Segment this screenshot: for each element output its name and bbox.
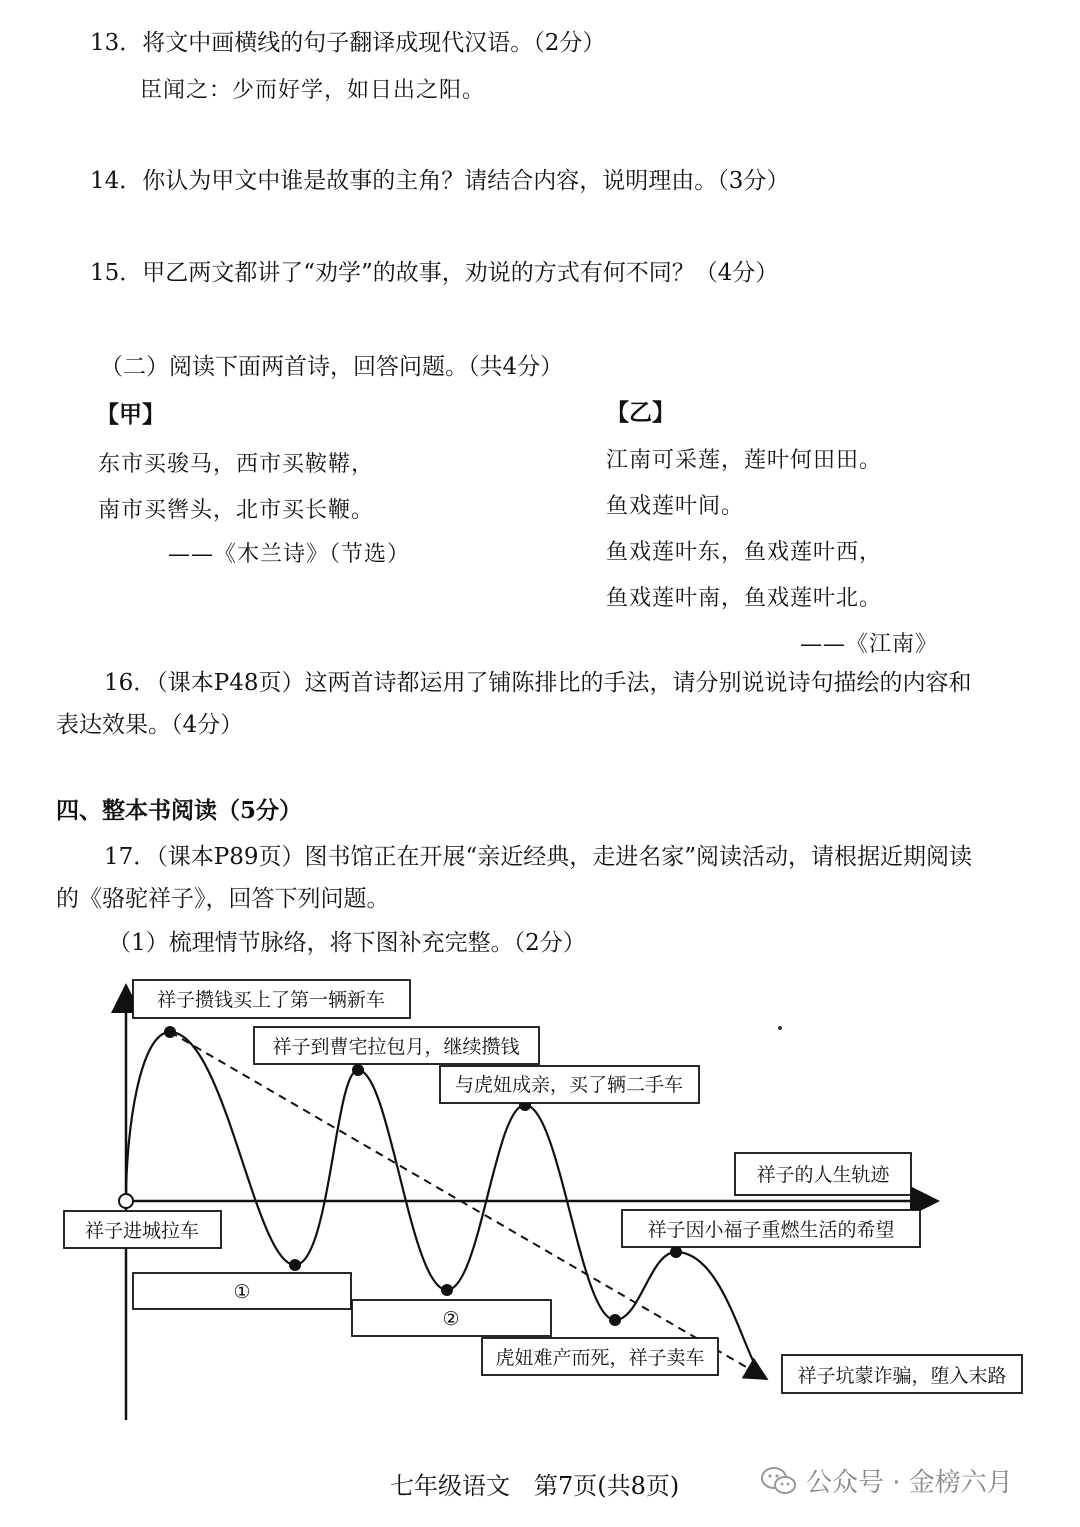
box-end: [782, 1355, 1022, 1393]
poem-yi-line-4: 鱼戏莲叶南，鱼戏莲叶北。: [606, 586, 883, 611]
svg-text:虎妞难产而死，祥子卖车: 虎妞难产而死，祥子卖车: [495, 1347, 705, 1369]
box-trough2-blank: [352, 1300, 551, 1336]
box-trough3: [482, 1338, 718, 1375]
svg-text:祥子进城拉车: 祥子进城拉车: [84, 1220, 200, 1242]
trough-dot-2: [441, 1284, 453, 1296]
poem-jia-source: ——《木兰诗》（节选）: [168, 542, 411, 567]
page-footer: 七年级语文 第7页(共8页): [390, 1472, 680, 1500]
q17-line-1: 17．（课本P89页）图书馆正在开展“亲近经典，走进名家”阅读活动，请根据近期阅读: [104, 844, 973, 870]
peak-dot-1: [164, 1026, 176, 1038]
q17-line-2: 的《骆驼祥子》，回答下列问题。: [56, 886, 390, 912]
q15-stem: 15．甲乙两文都讲了“劝学”的故事，劝说的方式有何不同？（4分）: [90, 260, 779, 286]
poem-section-title: （二）阅读下面两首诗，回答问题。（共4分）: [100, 354, 564, 380]
svg-text:祥子攒钱买上了第一辆新车: 祥子攒钱买上了第一辆新车: [156, 989, 386, 1011]
poem-jia-line-2: 南市买辔头，北市买长鞭。: [98, 498, 375, 523]
q13-stem: 13．将文中画横线的句子翻译成现代汉语。（2分）: [90, 30, 606, 56]
box-start: [64, 1211, 221, 1248]
q13-sentence: 臣闻之：少而好学，如日出之阳。: [140, 78, 486, 103]
axis-label-box: [735, 1153, 911, 1195]
plot-diagram: [0, 960, 1080, 1430]
watermark: [760, 1462, 1013, 1499]
svg-text:与虎妞成亲，买了辆二手车: 与虎妞成亲，买了辆二手车: [454, 1074, 684, 1096]
svg-text:祥子到曹宅拉包月，继续攒钱: 祥子到曹宅拉包月，继续攒钱: [272, 1036, 520, 1058]
poem-yi-source: ——《江南》: [800, 632, 939, 657]
section4-title: 四、整本书阅读（5分）: [56, 797, 303, 824]
wechat-icon: [760, 1466, 798, 1496]
box-peak3: [440, 1066, 699, 1103]
svg-text:祥子的人生轨迹: 祥子的人生轨迹: [756, 1164, 890, 1186]
poem-jia-line-1: 东市买骏马，西市买鞍鞯，: [98, 452, 375, 477]
box-trough1-blank: [133, 1273, 351, 1309]
poem-yi-tag: 【乙】: [606, 399, 675, 426]
svg-text:祥子因小福子重燃生活的希望: 祥子因小福子重燃生活的希望: [647, 1219, 895, 1241]
poem-yi-line-3: 鱼戏莲叶东，鱼戏莲叶西，: [606, 540, 883, 565]
q16-line-1: 16．（课本P48页）这两首诗都运用了铺陈排比的手法，请分别说说诗句描绘的内容和: [104, 670, 972, 696]
trough-dot-1: [289, 1259, 301, 1271]
stray-dot: [778, 1026, 782, 1030]
box-peak1: [133, 980, 410, 1018]
trough-dot-3: [609, 1314, 621, 1326]
poem-yi-line-1: 江南可采莲，莲叶何田田。: [606, 448, 883, 473]
q14-stem: 14．你认为甲文中谁是故事的主角？请结合内容，说明理由。（3分）: [90, 168, 790, 194]
watermark-text: 公众号 · 金榜六月: [806, 1468, 1013, 1498]
svg-text:②: ②: [442, 1308, 460, 1330]
svg-text:祥子坑蒙诈骗，堕入末路: 祥子坑蒙诈骗，堕入末路: [797, 1365, 1007, 1387]
poem-yi-line-2: 鱼戏莲叶间。: [606, 494, 745, 519]
box-peak4: [622, 1210, 920, 1247]
q17-sub1: （1）梳理情节脉络，将下图补充完整。（2分）: [108, 930, 586, 956]
q16-line-2: 表达效果。（4分）: [56, 712, 244, 738]
poem-jia-tag: 【甲】: [96, 401, 165, 428]
box-peak2: [254, 1027, 539, 1064]
svg-text:①: ①: [233, 1281, 251, 1303]
start-point: [119, 1194, 133, 1208]
peak-dot-2: [352, 1064, 364, 1076]
